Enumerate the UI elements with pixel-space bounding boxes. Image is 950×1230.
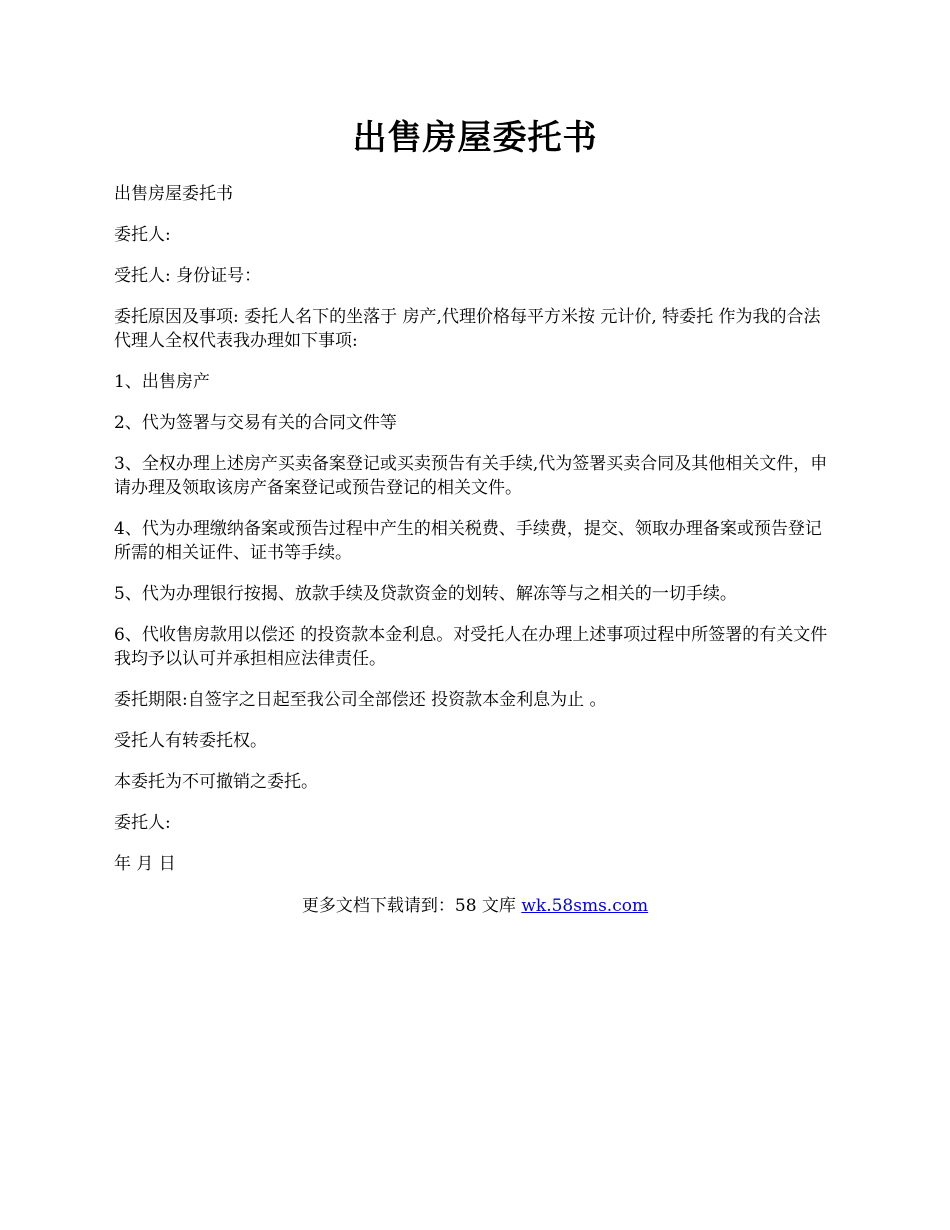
footer-prefix: 更多文档下载请到：58 文库 bbox=[301, 896, 522, 916]
date-line: 年 月 日 bbox=[114, 854, 176, 874]
term-paragraph: 委托期限:自签字之日起至我公司全部偿还 投资款本金利息为止 。 bbox=[114, 690, 607, 710]
page-title: 出售房屋委托书 bbox=[352, 118, 598, 158]
doc-heading-line: 出售房屋委托书 bbox=[114, 184, 233, 204]
footer-note bbox=[114, 894, 836, 918]
item-6: 6、代收售房款用以偿还 的投资款本金利息。对受托人在办理上述事项过程中所签署的有关文件我均予以认可并承担相应法律责任。 bbox=[114, 625, 828, 669]
footer-link[interactable]: wk.58sms.com bbox=[521, 896, 649, 916]
subdelegation-line: 受托人有转委托权。 bbox=[114, 731, 267, 751]
agent-id-line: 受托人: 身份证号： bbox=[114, 266, 262, 286]
item-2: 2、代为签署与交易有关的合同文件等 bbox=[114, 413, 397, 433]
item-1: 1、出售房产 bbox=[114, 372, 210, 392]
principal-line: 委托人: bbox=[114, 225, 171, 245]
irrevocable-line: 本委托为不可撤销之委托。 bbox=[114, 772, 318, 792]
item-4: 4、代为办理缴纳备案或预告过程中产生的相关税费、手续费，提交、领取办理备案或预告登记所需的相关证件、证书等手续。 bbox=[114, 519, 822, 563]
signature-principal-line: 委托人: bbox=[114, 813, 171, 833]
item-3: 3、全权办理上述房产买卖备案登记或买卖预告有关手续,代为签署买卖合同及其他相关文件，申请办理及领取该房产备案登记或预告登记的相关文件。 bbox=[114, 454, 828, 498]
item-5: 5、代为办理银行按揭、放款手续及贷款资金的划转、解冻等与之相关的一切手续。 bbox=[114, 584, 737, 604]
reason-paragraph: 委托原因及事项: 委托人名下的坐落于 房产,代理价格每平方米按 元计价, 特委托 作为我的合法代理人全权代表我办理如下事项: bbox=[114, 307, 821, 351]
